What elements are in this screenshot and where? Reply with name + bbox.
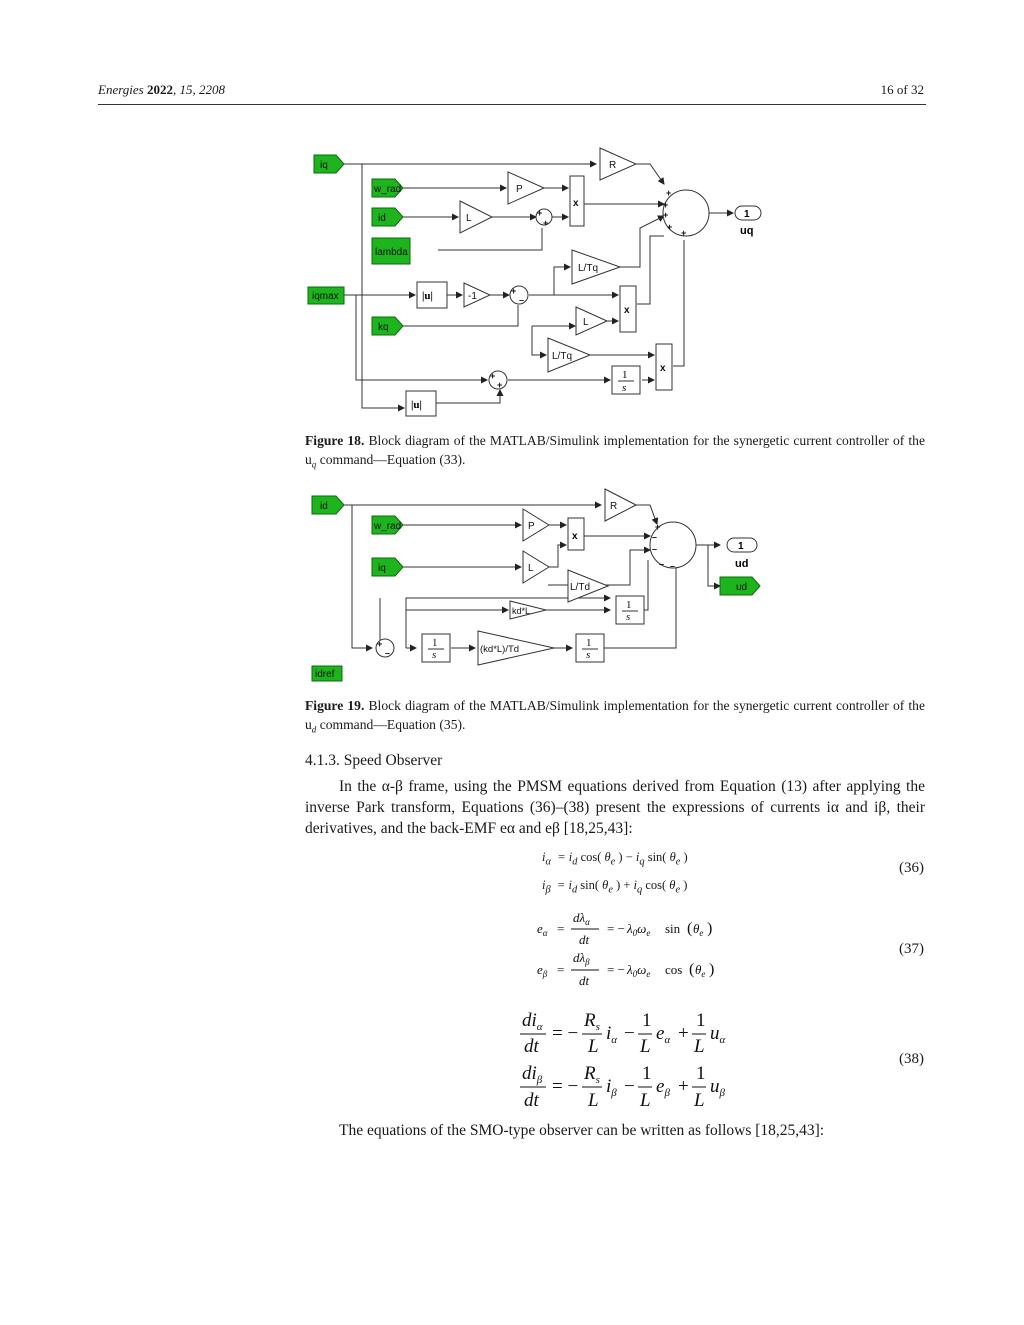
svg-text:= −: = −: [552, 1076, 579, 1097]
inport-iq: iq: [320, 160, 328, 171]
goto-ud: ud: [736, 582, 748, 593]
outport-num: 1: [738, 541, 744, 552]
svg-text:dλβ: $d\lambda_\beta$: [573, 950, 590, 967]
svg-text:1: 1: [642, 1010, 652, 1031]
product-block-3: x: [660, 363, 666, 374]
svg-text:(: (: [687, 920, 693, 937]
svg-text:−: −: [624, 1023, 635, 1044]
outport-num: 1: [744, 209, 750, 220]
caption-tail: command—Equation (33).: [316, 452, 466, 467]
svg-text:1: 1: [696, 1063, 706, 1084]
svg-text:L: L: [588, 1090, 599, 1111]
equation-number: (37): [899, 941, 924, 957]
gain-L-Tq-2: L/Tq: [552, 351, 573, 362]
running-header: [98, 82, 225, 98]
svg-text:iβ: $i_\beta$: [606, 1076, 617, 1099]
svg-text:1: 1: [696, 1010, 706, 1031]
inport-iq: iq: [378, 563, 386, 574]
svg-text:L: L: [640, 1036, 651, 1057]
svg-text:=: =: [557, 962, 565, 977]
paragraph: [305, 1120, 925, 1141]
inport-kq: kq: [378, 322, 389, 333]
integrator-3-den: s: [626, 611, 631, 623]
inport-lambda: lambda: [375, 247, 408, 258]
svg-text:+: +: [511, 286, 517, 296]
svg-text:+: +: [681, 228, 687, 238]
svg-text:+: +: [667, 222, 673, 232]
svg-text:uα: $u_\alpha$: [710, 1023, 726, 1046]
integrator-2-num: 1: [586, 637, 592, 649]
svg-text:iα: $i_\alpha$: [606, 1023, 618, 1046]
svg-text:eα: $e_\alpha$: [537, 921, 548, 938]
journal-year: 2022: [146, 82, 173, 97]
integrator-den: s: [622, 382, 627, 394]
svg-text:−: −: [624, 1076, 635, 1097]
product-block: x: [572, 531, 578, 542]
section-heading: 4.1.3. Speed Observer: [305, 752, 443, 769]
svg-text:+: +: [377, 639, 383, 649]
svg-text:eβ: $e_\beta$: [656, 1076, 670, 1099]
inport-id: id: [378, 213, 386, 224]
caption-text: Block diagram of the MATLAB/Simulink implementation for the synergetic current controller of the u: [305, 433, 926, 467]
gain-kd-L-Td: (kd*L)/Td: [480, 644, 520, 655]
product-block: x: [573, 198, 579, 209]
paragraph-text: In the α-β frame, using the PMSM equations derived from Equation (13) after applying the inverse Park transform, Equations (36)–(38) present the expressions of currents iα and iβ, their derivatives, and the back-EMF eα and eβ [18,25,43]:: [305, 778, 925, 837]
svg-text:L: L: [640, 1090, 651, 1111]
svg-text:–: –: [652, 544, 658, 554]
inport-id: id: [320, 501, 328, 512]
inport-w-rad: w_rad: [374, 184, 402, 195]
svg-text:+: +: [663, 200, 669, 210]
journal-volume: , 15, 2208: [172, 82, 225, 97]
svg-text:dλα: $d\lambda_\alpha$: [573, 910, 590, 927]
caption-sub: q: [311, 459, 317, 470]
svg-text:λ0ωe: $\lambda_0\omega_e$: [627, 962, 651, 979]
svg-text:θe: $\theta_e$: [693, 921, 704, 938]
integrator-num: 1: [432, 637, 438, 649]
svg-text:diβ: $di_\beta$: [522, 1063, 543, 1086]
gain-R: R: [609, 160, 617, 171]
svg-text:): ): [707, 920, 713, 937]
svg-text:+: +: [678, 1023, 689, 1044]
equation-37: [535, 906, 735, 990]
caption-text: Block diagram of the MATLAB/Simulink implementation for the synergetic current controller of the u: [305, 698, 926, 732]
equation-number: (38): [899, 1051, 924, 1067]
figure-18-caption: [305, 431, 925, 475]
gain-L-Tq: L/Tq: [578, 263, 599, 274]
header-rule: [98, 104, 926, 105]
gain-L: L: [528, 563, 534, 574]
svg-text:uβ: $u_\beta$: [710, 1076, 725, 1099]
integrator-den: s: [432, 649, 437, 661]
svg-text:λ0ωe: $\lambda_0\omega_e$: [627, 921, 651, 938]
svg-text:–: –: [519, 295, 525, 305]
svg-text:–: –: [659, 559, 665, 569]
equation-38: [518, 1006, 748, 1114]
svg-text:L: L: [694, 1036, 705, 1057]
svg-text:= −: = −: [552, 1023, 579, 1044]
caption-tail: command—Equation (35).: [316, 717, 466, 732]
caption-sub: d: [311, 724, 317, 735]
caption-label: Figure 18.: [305, 433, 365, 448]
gain-L: L: [466, 213, 472, 224]
gain-neg1: -1: [468, 291, 477, 302]
integrator-3-num: 1: [626, 599, 632, 611]
svg-text:–: –: [652, 532, 658, 542]
svg-text:= −: = −: [607, 962, 625, 977]
outport-ud: ud: [735, 558, 749, 570]
gain-R: R: [610, 501, 618, 512]
inport-idref: idref: [315, 669, 335, 680]
caption-label: Figure 19.: [305, 698, 365, 713]
page-number: 16 of 32: [880, 82, 924, 97]
svg-text:= −: = −: [607, 921, 625, 936]
svg-text:cos: cos: [665, 962, 683, 977]
equation-number: (36): [899, 860, 924, 876]
svg-text:+: +: [497, 380, 503, 390]
svg-text:1: 1: [642, 1063, 652, 1084]
paragraph: [305, 776, 925, 839]
equation-36: $i_\alpha = i_d$ cos( $\theta_e$ ) − $i_q$ sin( $\theta_e$ ) $i_\beta = i_d$ sin( $\theta_e$ ) + $i_q$ cos( $\theta_e$ ): [542, 850, 688, 895]
svg-text:eα: $e_\alpha$: [656, 1023, 671, 1046]
svg-text:L: L: [588, 1036, 599, 1057]
inport-iqmax: iqmax: [312, 291, 339, 302]
svg-text:L: L: [694, 1090, 705, 1111]
svg-text:diα: $di_\alpha$: [522, 1010, 543, 1033]
svg-text:+: +: [543, 218, 549, 228]
svg-text:–: –: [670, 561, 676, 571]
svg-text:Rs: $R_s$: [584, 1063, 600, 1086]
figure-18-diagram: [300, 140, 780, 420]
svg-text:+: +: [655, 522, 661, 532]
integrator-num: 1: [622, 369, 628, 381]
svg-text:θe: $\theta_e$: [695, 962, 706, 979]
svg-text:–: –: [385, 648, 391, 658]
svg-text:dt: dt: [579, 973, 590, 988]
svg-text:eβ: $e_\beta$: [537, 962, 548, 979]
inport-w-rad: w_rad: [374, 521, 402, 532]
svg-text:+: +: [663, 210, 669, 220]
figure-19-diagram: [300, 488, 780, 688]
svg-text:+: +: [678, 1076, 689, 1097]
svg-text:+: +: [666, 188, 672, 198]
gain-P: P: [528, 521, 535, 532]
integrator-2-den: s: [586, 649, 591, 661]
svg-text:+: +: [537, 208, 543, 218]
gain-kd-L: kd*L: [512, 606, 531, 616]
svg-text:(: (: [689, 961, 695, 978]
svg-text:): ): [709, 961, 715, 978]
svg-text:dt: dt: [524, 1036, 539, 1057]
gain-P: P: [516, 184, 523, 195]
svg-text:+: +: [490, 371, 496, 381]
gain-L-2: L: [583, 317, 589, 328]
product-block-2: x: [624, 305, 630, 316]
paragraph-text: The equations of the SMO-type observer can be written as follows [18,25,43]:: [339, 1122, 825, 1139]
abs-block: |u|: [422, 290, 433, 302]
figure-19-caption: [305, 696, 925, 740]
journal-name: Energies: [98, 82, 144, 97]
svg-text:dt: dt: [524, 1090, 539, 1111]
svg-text:Rs: $R_s$: [584, 1010, 600, 1033]
svg-text:=: =: [557, 921, 565, 936]
gain-L-Td: L/Td: [570, 582, 591, 593]
svg-text:sin: sin: [665, 921, 681, 936]
abs-block-2: |u|: [411, 399, 422, 411]
svg-text:dt: dt: [579, 932, 590, 947]
outport-uq: uq: [740, 225, 754, 237]
